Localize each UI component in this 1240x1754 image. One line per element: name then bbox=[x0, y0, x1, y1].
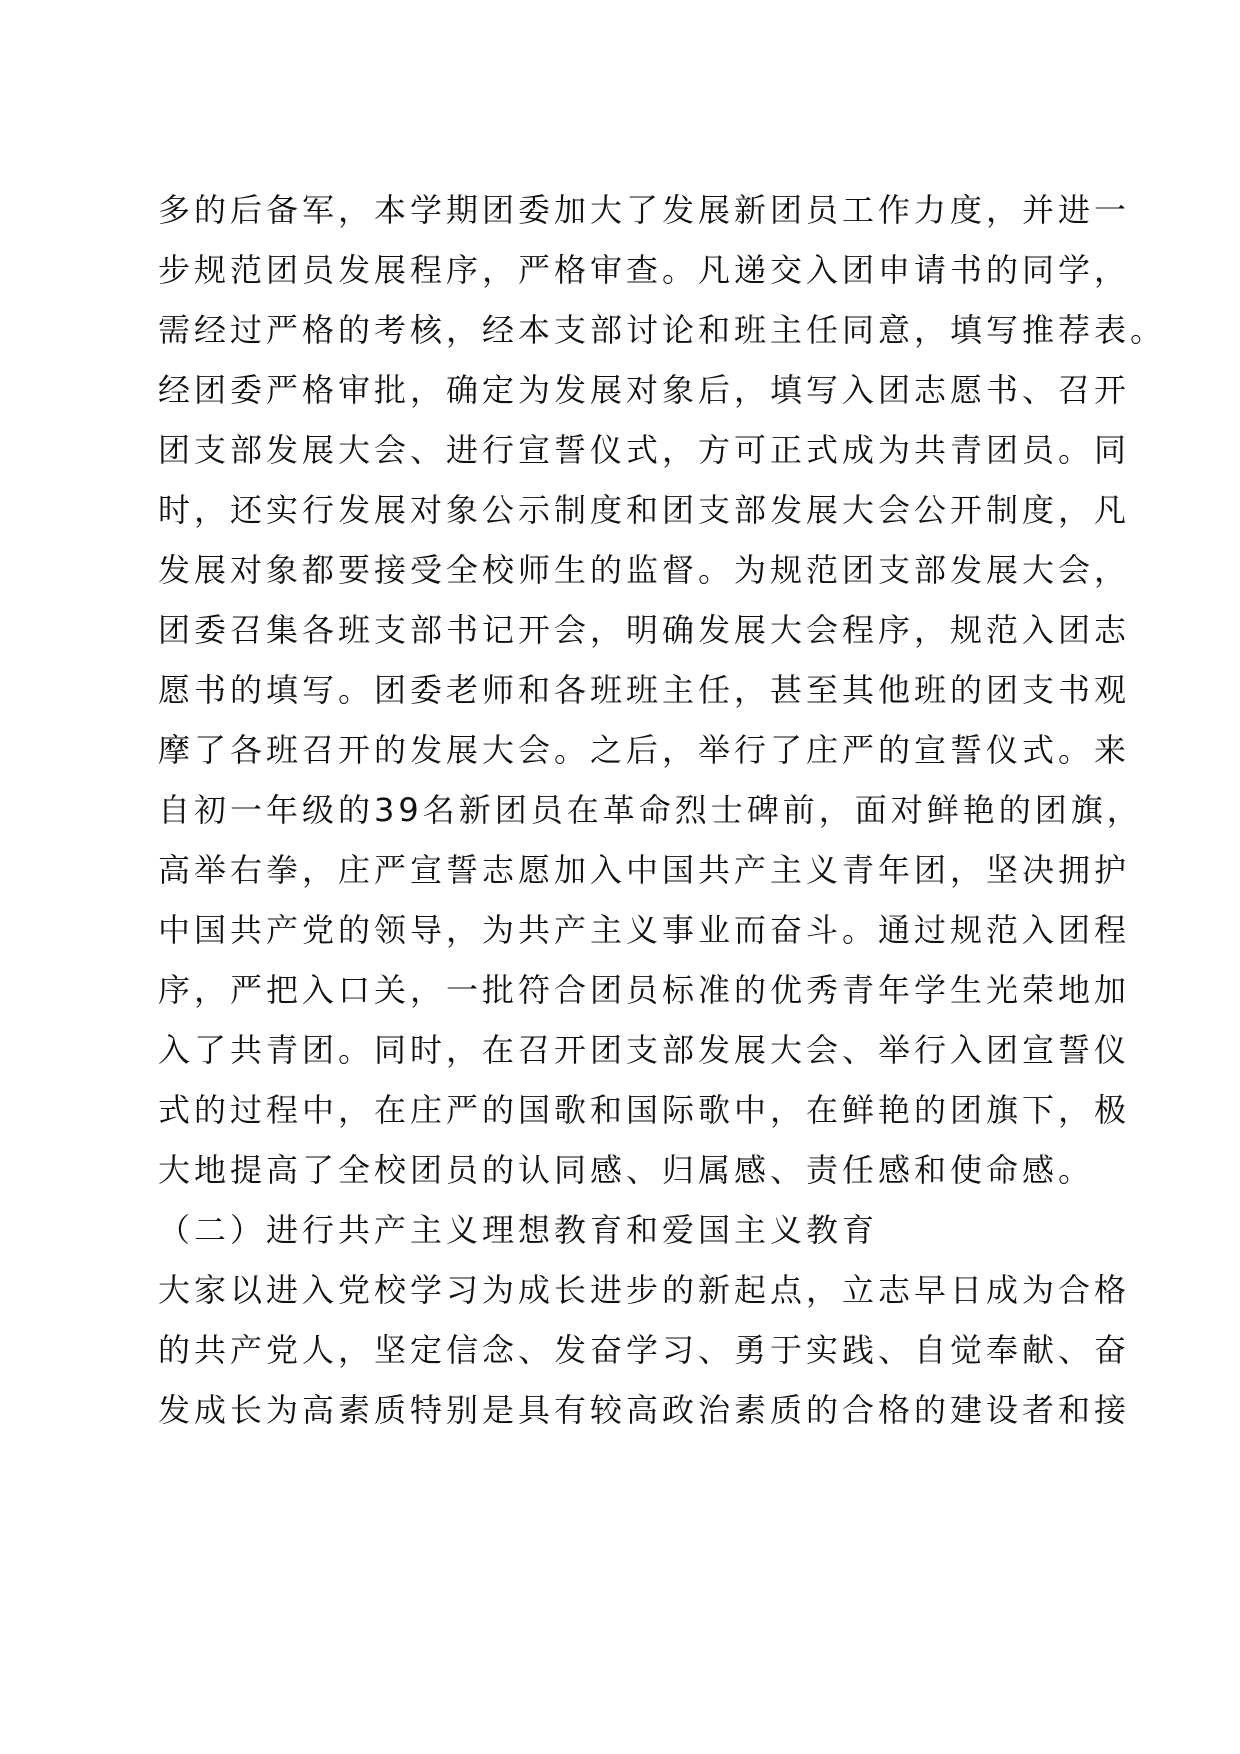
text-line: 入了共青团。同时，在召开团支部发展大会、举行入团宣誓仪 bbox=[158, 1031, 1131, 1069]
text-line: 摩了各班召开的发展大会。之后，举行了庄严的宣誓仪式。来 bbox=[158, 731, 1131, 769]
section-heading: （二）进行共产主义理想教育和爱国主义教育 bbox=[158, 1211, 879, 1249]
text-line: 中国共产党的领导，为共产主义事业而奋斗。通过规范入团程 bbox=[158, 911, 1131, 949]
text-line: 大地提高了全校团员的认同感、归属感、责任感和使命感。 bbox=[158, 1151, 1095, 1189]
text-line: 式的过程中，在庄严的国歌和国际歌中，在鲜艳的团旗下，极 bbox=[158, 1091, 1131, 1129]
body-text bbox=[158, 180, 1167, 1440]
text-line: 发成长为高素质特别是具有较高政治素质的合格的建设者和接 bbox=[158, 1391, 1131, 1429]
text-line: 步规范团员发展程序，严格审查。凡递交入团申请书的同学， bbox=[158, 251, 1131, 289]
text-line: 需经过严格的考核，经本支部讨论和班主任同意，填写推荐表。 bbox=[158, 311, 1167, 349]
text-line: 发展对象都要接受全校师生的监督。为规范团支部发展大会， bbox=[158, 551, 1131, 589]
text-line: 时，还实行发展对象公示制度和团支部发展大会公开制度，凡 bbox=[158, 491, 1131, 529]
text-line: 序，严把入口关，一批符合团员标准的优秀青年学生光荣地加 bbox=[158, 971, 1131, 1009]
text-line: 团委召集各班支部书记开会，明确发展大会程序，规范入团志 bbox=[158, 611, 1131, 649]
text-line: 经团委严格审批，确定为发展对象后，填写入团志愿书、召开 bbox=[158, 371, 1131, 409]
text-line: 高举右拳，庄严宣誓志愿加入中国共产主义青年团，坚决拥护 bbox=[158, 851, 1131, 889]
text-line: 团支部发展大会、进行宣誓仪式，方可正式成为共青团员。同 bbox=[158, 431, 1131, 469]
text-line: 自初一年级的39名新团员在革命烈士碑前，面对鲜艳的团旗， bbox=[158, 791, 1143, 829]
text-line: 多的后备军，本学期团委加大了发展新团员工作力度，并进一 bbox=[158, 191, 1131, 229]
text-line: 的共产党人，坚定信念、发奋学习、勇于实践、自觉奉献、奋 bbox=[158, 1331, 1131, 1369]
text-line: 大家以进入党校学习为成长进步的新起点，立志早日成为合格 bbox=[158, 1271, 1131, 1309]
text-line: 愿书的填写。团委老师和各班班主任，甚至其他班的团支书观 bbox=[158, 671, 1131, 709]
